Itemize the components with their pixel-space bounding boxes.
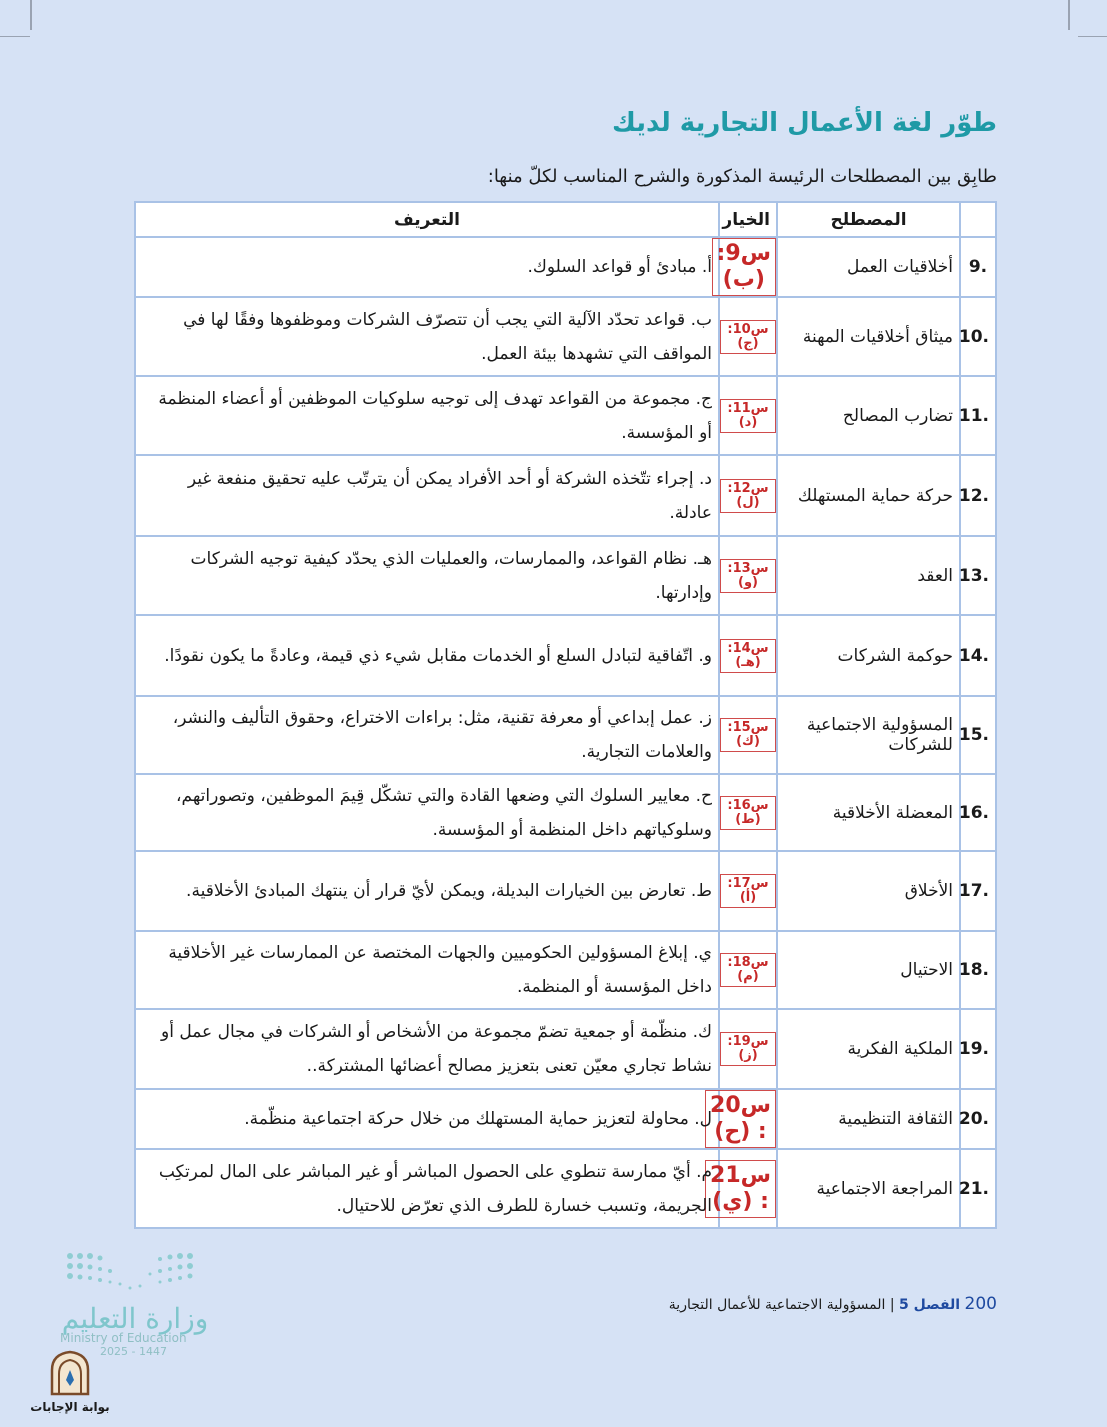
row-number: 18. — [960, 931, 996, 1009]
footer-separator: | — [889, 1297, 895, 1313]
chapter-title: المسؤولية الاجتماعية للأعمال التجارية — [668, 1297, 886, 1313]
definition-cell: ي. إبلاغ المسؤولين الحكوميين والجهات المختصة عن الممارسات غير الأخلاقية داخل المؤسسة أو المنظمة. — [135, 931, 719, 1009]
term-cell: الأخلاق — [777, 851, 960, 931]
header-definition: التعريف — [135, 202, 719, 237]
crop-mark — [0, 36, 30, 37]
definition-cell: م. أيّ ممارسة تنطوي على الحصول المباشر أو غير المباشر على المال لمرتكِب الجريمة، وتسبب خسارة للطرف الذي تعرّض للاحتيال. — [135, 1149, 719, 1228]
answers-portal-logo — [30, 1350, 110, 1414]
table-row — [135, 931, 996, 1009]
choice-cell — [719, 297, 777, 376]
definition-cell: ح. معايير السلوك التي وضعها القادة والتي تشكّل قِيمَ الموظفين، وتصوراتهم، وسلوكياتهم داخل المنظمة أو المؤسسة. — [135, 774, 719, 851]
table-row — [135, 237, 996, 297]
instructions: طابِق بين المصطلحات الرئيسة المذكورة والشرح المناسب لكلّ منها: — [487, 166, 997, 187]
row-number: 9. — [960, 237, 996, 297]
portal-name: بوابة الإجابات — [30, 1400, 110, 1414]
header-choice: الخيار — [719, 202, 777, 237]
answer-box: س13: (و) — [720, 559, 776, 593]
term-cell: المسؤولية الاجتماعية للشركات — [777, 696, 960, 774]
dots-emblem-icon — [60, 1248, 200, 1298]
term-cell: المعضلة الأخلاقية — [777, 774, 960, 851]
definition-cell: د. إجراء تتّخذه الشركة أو أحد الأفراد يمكن أن يترتّب عليه تحقيق منفعة غير عادلة. — [135, 455, 719, 536]
answer-box: س19: (ز) — [720, 1032, 776, 1066]
table-row — [135, 297, 996, 376]
term-cell: حوكمة الشركات — [777, 615, 960, 696]
answer-box: س9: (ب) — [712, 238, 776, 296]
ministry-name-en: Ministry of Education — [60, 1331, 187, 1345]
choice-cell — [719, 455, 777, 536]
table-row — [135, 774, 996, 851]
table-row — [135, 1009, 996, 1089]
row-number: 11. — [960, 376, 996, 455]
definition-cell: ب. قواعد تحدّد الآلية التي يجب أن تتصرّف الشركات وموظفوها وفقًا لها في المواقف التي تشهدها بيئة العمل. — [135, 297, 719, 376]
term-cell: أخلاقيات العمل — [777, 237, 960, 297]
table-row — [135, 1149, 996, 1228]
choice-cell — [719, 376, 777, 455]
choice-cell — [710, 1089, 777, 1149]
row-number: 17. — [960, 851, 996, 931]
table-row — [135, 455, 996, 536]
ministry-logo — [60, 1248, 210, 1358]
ministry-name-ar: وزارة التعليم — [61, 1302, 209, 1335]
answer-box: س10: (ج) — [720, 320, 776, 354]
table-row — [135, 696, 996, 774]
page-number: 200 — [964, 1294, 997, 1314]
choice-cell — [710, 1149, 777, 1228]
choice-cell — [719, 1009, 777, 1089]
choice-cell — [719, 851, 777, 931]
term-cell: المراجعة الاجتماعية — [777, 1149, 960, 1228]
choice-cell — [719, 696, 777, 774]
row-number: 21. — [960, 1149, 996, 1228]
definition-cell: ل. محاولة لتعزيز حماية المستهلك من خلال حركة اجتماعية منظّمة. — [135, 1089, 719, 1149]
row-number: 15. — [960, 696, 996, 774]
answer-box: س11: (د) — [720, 399, 776, 433]
table-row — [135, 1089, 996, 1149]
table-row — [135, 851, 996, 931]
term-cell: حركة حماية المستهلك — [777, 455, 960, 536]
row-number: 13. — [960, 536, 996, 615]
crop-mark — [30, 0, 32, 30]
table-row — [135, 615, 996, 696]
answer-box: س12: (ل) — [720, 479, 776, 513]
row-number: 12. — [960, 455, 996, 536]
term-cell: ميثاق أخلاقيات المهنة — [777, 297, 960, 376]
answer-box: س21 : (ي) — [705, 1160, 776, 1218]
term-cell: العقد — [777, 536, 960, 615]
header-num — [960, 202, 996, 237]
row-number: 14. — [960, 615, 996, 696]
crop-mark — [1068, 0, 1070, 30]
table-row — [135, 536, 996, 615]
term-cell: الاحتيال — [777, 931, 960, 1009]
choice-cell — [719, 931, 777, 1009]
definition-cell: هـ. نظام القواعد، والممارسات، والعمليات الذي يحدّد كيفية توجيه الشركات وإدارتها. — [135, 536, 719, 615]
definition-cell: ج. مجموعة من القواعد تهدف إلى توجيه سلوكيات الموظفين أو أعضاء المنظمة أو المؤسسة. — [135, 376, 719, 455]
answer-box: س18: (م) — [720, 953, 776, 987]
matching-table — [134, 201, 997, 1229]
term-cell: الملكية الفكرية — [777, 1009, 960, 1089]
ministry-year: 2025 - 1447 — [100, 1345, 167, 1358]
choice-cell — [719, 615, 777, 696]
definition-cell: ك. منظّمة أو جمعية تضمّ مجموعة من الأشخاص أو الشركات في مجال عمل أو نشاط تجاري معيّن تعنى بتعزيز مصالح أعضائها المشتركة.. — [135, 1009, 719, 1089]
answer-box: س17: (أ) — [720, 874, 776, 908]
crop-mark — [1078, 36, 1107, 37]
section-title: طوّر لغة الأعمال التجارية لديك — [612, 108, 997, 138]
arch-icon — [48, 1350, 92, 1396]
answer-box: س16: (ط) — [720, 796, 776, 830]
table-header-row — [135, 202, 996, 237]
definition-cell: و. اتّفاقية لتبادل السلع أو الخدمات مقابل شيء ذي قيمة، وعادةً ما يكون نقودًا. — [135, 615, 719, 696]
choice-cell — [719, 536, 777, 615]
choice-cell — [719, 774, 777, 851]
row-number: 19. — [960, 1009, 996, 1089]
header-term: المصطلح — [777, 202, 960, 237]
term-cell: تضارب المصالح — [777, 376, 960, 455]
page-footer — [669, 1294, 997, 1314]
definition-cell: ط. تعارض بين الخيارات البديلة، ويمكن لأيّ قرار أن ينتهك المبادئ الأخلاقية. — [135, 851, 719, 931]
answer-box: س15: (ك) — [720, 718, 776, 752]
row-number: 20. — [960, 1089, 996, 1149]
term-cell: الثقافة التنظيمية — [777, 1089, 960, 1149]
choice-cell — [716, 237, 777, 297]
row-number: 10. — [960, 297, 996, 376]
definition-cell: ز. عمل إبداعي أو معرفة تقنية، مثل: براءات الاختراع، وحقوق التأليف والنشر، والعلامات التجارية. — [135, 696, 719, 774]
answer-box: س20 : (ح) — [705, 1090, 776, 1148]
answer-box: س14: (هـ) — [720, 639, 776, 673]
table-row — [135, 376, 996, 455]
chapter-label: الفصل 5 — [899, 1297, 961, 1313]
definition-cell: أ. مبادئ أو قواعد السلوك. — [135, 237, 719, 297]
row-number: 16. — [960, 774, 996, 851]
